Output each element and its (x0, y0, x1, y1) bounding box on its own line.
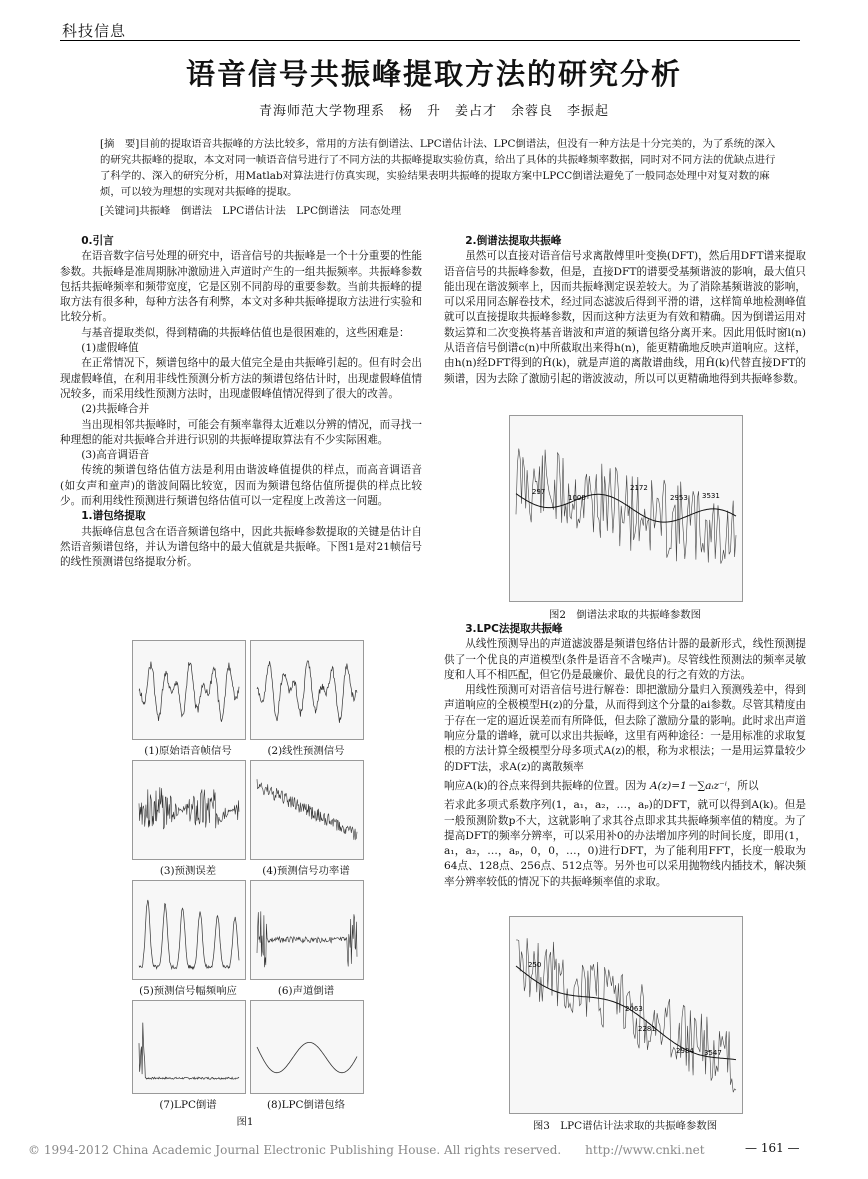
keywords-text: 共振峰 倒谱法 LPC谱估计法 LPC倒谱法 同态处理 (139, 205, 402, 217)
right-column-mid (444, 622, 806, 890)
section-3-text-4: 若求此多项式系数序列(1，a₁，a₂，…，aₚ)的DFT，就可以得到A(k)。但是一般预测阶数p不大，这就影响了求其谷点即求其共振峰频率值的精度。为了提高DFT的频率分辨率，可以采用补0的办法增加序列的时间长度，即用(1，a₁，a₂，…，aₚ，0，0，…，0)进行DFT，为了能利用FFT，长度一般取为64点、128点、256点、512点等。另外也可以采用抛物线内插技术，解决频率分辨率较低的情况下的共振峰频率值的求取。 (444, 799, 806, 888)
fig1-caption-4: (4)预测信号功率谱 (262, 865, 350, 877)
fig1-plot-8 (251, 1001, 363, 1093)
abstract (100, 136, 776, 200)
fig1-panel-4 (250, 760, 364, 860)
fig2-label-3: 2172 (630, 484, 648, 492)
section-3-text-3: 响应A(k)的谷点来得到共振峰的位置。因为 A(z)=1－∑aᵢz⁻ⁱ，所以 (444, 779, 759, 792)
copyright-footer: © 1994-2012 China Academic Journal Electronic Publishing House. All rights reserved. http://www.cnki.net (28, 1143, 705, 1157)
fig1-panel-2 (250, 640, 364, 740)
journal-header: 科技信息 (62, 22, 127, 40)
section-1-heading: 1.谱包络提取 (81, 510, 146, 523)
fig2-svg (510, 416, 742, 601)
difficulty-1-text: 在正常情况下，频谱包络中的最大值完全是由共振峰引起的。但有时会出现虚假峰值，在利用非线性预测分析方法的频谱包络估计时，出现虚假峰值情况较多，而采用线性预测方法时，出现虚假峰值情况得到了很大的改善。 (60, 357, 422, 400)
section-3-heading: 3.LPC法提取共振峰 (465, 623, 563, 635)
fig3-label-1: 250 (528, 961, 542, 969)
fig2-caption: 图2 倒谱法求取的共振峰参数图 (548, 609, 702, 621)
figure-3-plot (509, 916, 743, 1114)
section-3-text-2: 用线性预测可对语音信号进行解卷：即把激励分量归入预测残差中，得到声道响应的全极模型H(z)的分量，从而得到这个分量的ai参数。尽管其精度由于存在一定的逼近误差而有所降低，但去除了激励分量的影响。此时求出声道响应分量的谱峰，就可以求出共振峰，这里有两种途径：一是用标准的求取复根的方法计算全级模型分母多项式A(z)的根，称为求根法；一是用运算量较少的DFT法，求A(z)的离散频率 (444, 684, 806, 773)
intro-paragraph-1: 在语音数字信号处理的研究中，语音信号的共振峰是一个十分重要的性能参数。共振峰是准周期脉冲激励进入声道时产生的一组共振频率。共振峰参数包括共振峰频率和频带宽度，它是区别不同韵母的重要参数。当前共振峰的提取方法有很多种，每种方法各有利弊，本文对多种共振峰提取方法进行实验和比较分析。 (60, 250, 422, 324)
paper-title: 语音信号共振峰提取方法的研究分析 (185, 57, 682, 91)
fig1-plot-1 (133, 641, 245, 739)
left-column (60, 234, 422, 571)
fig1-caption-7: (7)LPC倒谱 (159, 1099, 217, 1111)
difficulty-1-heading: (1)虚假峰值 (81, 342, 139, 355)
fig2-label-1: 297 (532, 488, 546, 496)
fig1-caption-1: (1)原始语音帧信号 (144, 745, 232, 757)
fig1-panel-8 (250, 1000, 364, 1094)
fig2-label-2: 1000 (568, 494, 586, 502)
header-rule (60, 40, 800, 41)
keywords-label: [关键词] (100, 205, 140, 217)
difficulty-3-text: 传统的频谱包络估值方法是利用由谐波峰值提供的样点，而高音调语音(如女声和童声)的谐波间隔比较宽，因而为频谱包络估值所提供的样点比较少。而利用线性预测进行频谱包络估值可以一定程度上改善这一问题。 (60, 464, 422, 508)
section-2-heading: 2.倒谱法提取共振峰 (465, 235, 562, 247)
fig1-plot-7 (133, 1001, 245, 1093)
fig3-caption: 图3 LPC谱估计法求取的共振峰参数图 (532, 1120, 718, 1132)
fig3-label-4: 2984 (676, 1047, 694, 1055)
section-2-text: 虽然可以直接对语音信号求离散傅里叶变换(DFT)，然后用DFT谱来提取语音信号的共振峰参数，但是，直接DFT的谱要受基频谐波的影响，最大值只能出现在谐波频率上，因而共振峰测定误差较大。为了消除基频谐波的影响，可以采用同态解卷技术，经过同态滤波后得到平滑的谱，这样简单地检测峰值就可以直接提取共振峰参数，因而这种方法更为有效和精确。因为倒谱运用对数运算和二次变换将基音谐波和声道的频谱包络分离开来。因此用低时窗l(n)从语音信号倒谱c(n)中所截取出来得h(n)，能更精确地反映声道响应。这样，由h(n)经DFT得到的Ĥ(k)，就是声道的离散谱曲线，用Ĥ(k)代替直接DFT的频谱，因为去除了激励引起的谐波波动，所以可以更精确地得到共振峰参数。 (444, 250, 806, 385)
fig3-label-3: 2281 (638, 1025, 656, 1033)
fig2-label-4: 2953 (670, 494, 688, 502)
right-column-top (444, 234, 806, 387)
intro-paragraph-2: 与基音提取类似，得到精确的共振峰估值也是很困难的，这些困难是： (81, 326, 410, 339)
section-3-text-1: 从线性预测导出的声道滤波器是频谱包络估计器的最新形式，线性预测提供了一个优良的声道模型(条件是语音不含噪声)。尽管线性预测法的频率灵敏度和人耳不相匹配，但它仍是最廉价、最优良的行之有效的方法。 (444, 638, 806, 681)
fig1-caption-8: (8)LPC倒谱包络 (266, 1099, 346, 1111)
fig3-svg (510, 917, 742, 1113)
fig3-label-2: 2063 (625, 1005, 643, 1013)
difficulty-3-heading: (3)高音调语音 (81, 449, 150, 462)
section-intro-heading: 0.引言 (81, 235, 114, 247)
fig2-label-5: 3531 (702, 492, 720, 500)
section-1-text: 共振峰信息包含在语音频谱包络中，因此共振峰参数提取的关键是估计自然语音频谱包络，并认为谱包络中的最大值就是共振峰。下图1是对21帧信号的线性预测谱包络提取分析。 (60, 525, 422, 569)
fig1-caption: 图1 (236, 1116, 254, 1128)
fig1-caption-3: (3)预测误差 (159, 865, 217, 877)
fig1-plot-5 (133, 881, 245, 979)
authors: 青海师范大学物理系 杨 升 姜占才 余蓉良 李振起 (258, 104, 609, 119)
abstract-text: 目前的提取语音共振峰的方法比较多，常用的方法有倒谱法、LPC谱估计法、LPC倒谱法，但没有一种方法是十分完美的，为了系统的深入的研究共振峰的提取，本文对同一帧语音信号进行了不同方法的共振峰提取实验仿真，给出了具体的共振峰频率数据，同时对不同方法的优缺点进行了科学的、深入的研究分析，用Matlab对算法进行仿真实现，实验结果表明共振峰的提取方案中LPCC倒谱法避免了一般同态处理中对复对数的麻烦，可以较为理想的实现对共振峰的提取。 (100, 138, 776, 198)
fig1-caption-2: (2)线性预测信号 (267, 745, 345, 757)
difficulty-2-heading: (2)共振峰合并 (81, 403, 150, 416)
fig1-plot-2 (251, 641, 363, 739)
abstract-label: [摘 要] (100, 138, 140, 150)
fig1-panel-6 (250, 880, 364, 980)
formula: A(z)=1－∑aᵢz⁻ⁱ (649, 779, 727, 792)
fig1-panel-5 (132, 880, 246, 980)
fig1-plot-3 (133, 761, 245, 859)
fig1-caption-5: (5)预测信号幅频响应 (139, 985, 237, 997)
fig1-panel-1 (132, 640, 246, 740)
difficulty-2-text: 当出现相邻共振峰时，可能会有频率靠得太近难以分辨的情况，而寻找一种理想的能对共振峰合并进行识别的共振峰提取算法有不少实际困难。 (60, 418, 422, 446)
fig1-panel-3 (132, 760, 246, 860)
fig1-plot-6 (251, 881, 363, 979)
fig1-plot-4 (251, 761, 363, 859)
page-number: — 161 — (745, 1141, 800, 1155)
figure-2-plot (509, 415, 743, 602)
keywords (100, 202, 776, 217)
fig1-panel-7 (132, 1000, 246, 1094)
fig1-caption-6: (6)声道倒谱 (277, 985, 335, 997)
fig3-label-5: 3547 (704, 1049, 722, 1057)
